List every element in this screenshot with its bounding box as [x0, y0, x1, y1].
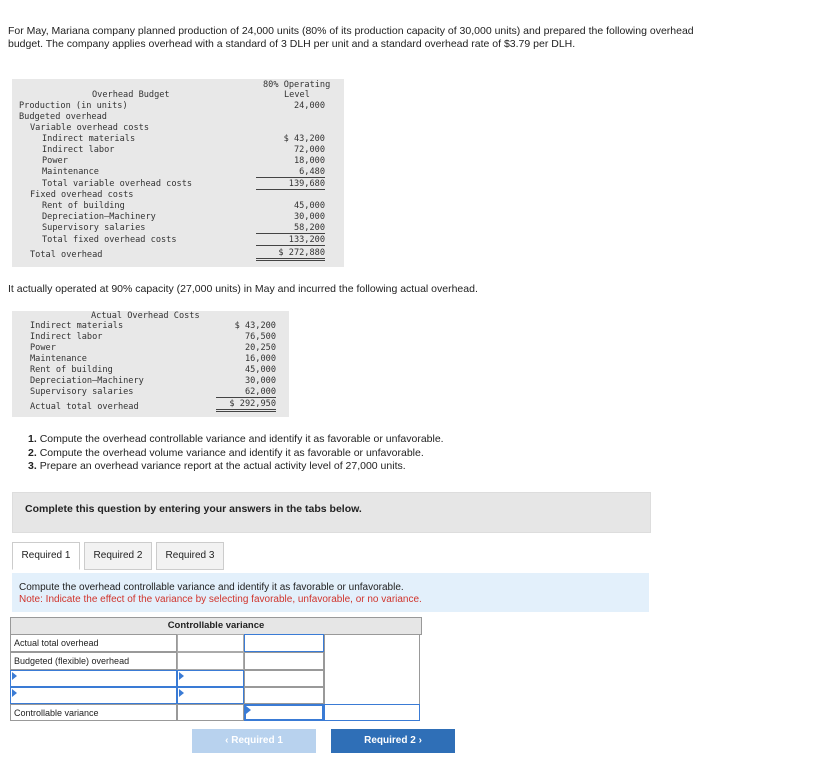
instructions-text: Compute the overhead controllable variance and identify it as favorable or unfavorable. [19, 582, 404, 593]
budget-row-value: 139,680 [256, 179, 325, 190]
actual-overhead-table [12, 311, 289, 417]
instructions-note: Note: Indicate the effect of the variance by selecting favorable, unfavorable, or no variance. [19, 594, 422, 605]
actual-row-value: 45,000 [244, 365, 276, 375]
row-amount-input[interactable] [177, 687, 244, 704]
budget-row-label: Indirect labor [42, 145, 115, 155]
chevron-right-icon: › [418, 735, 422, 746]
budget-row-label: Total fixed overhead costs [42, 235, 177, 245]
dropdown-indicator-icon [179, 689, 184, 697]
row-select-dropdown[interactable] [10, 687, 177, 704]
dropdown-indicator-icon [12, 672, 17, 680]
budget-row-label: Rent of building [42, 201, 125, 211]
requirement-item: 3. Prepare an overhead variance report at the actual activity level of 27,000 units. [28, 460, 406, 472]
budget-row-value: 45,000 [293, 201, 325, 211]
actual-row-value: 62,000 [216, 387, 276, 398]
budget-row-label: Production (in units) [19, 101, 128, 111]
tab-required-2[interactable]: Required 2 [84, 542, 152, 570]
actual-row-label: Maintenance [30, 354, 87, 364]
variance-amount-input[interactable] [244, 634, 324, 652]
prev-button-label: Required 1 [231, 735, 283, 746]
actual-row-value: 76,500 [244, 332, 276, 342]
requirement-item: 2. Compute the overhead volume variance and identify it as favorable or unfavorable. [28, 446, 424, 459]
blank-cell [244, 670, 324, 687]
variance-type-select[interactable] [324, 704, 420, 721]
budget-title: Overhead Budget [92, 90, 170, 100]
table-row-label: Controllable variance [10, 704, 177, 721]
row-amount-input[interactable] [177, 670, 244, 687]
budget-row-label: Total variable overhead costs [42, 179, 193, 189]
row-select-dropdown[interactable] [10, 670, 177, 687]
dropdown-indicator-icon [12, 689, 17, 697]
budget-row-value: $ 43,200 [283, 134, 325, 144]
overhead-budget-table [12, 79, 344, 267]
controllable-variance-table [10, 617, 420, 721]
budget-row-value: 72,000 [293, 145, 325, 155]
complete-banner-text: Complete this question by entering your answers in the tabs below. [25, 503, 362, 515]
budget-row-label: Power [42, 156, 68, 166]
blank-cell [244, 652, 324, 670]
instructions-box [12, 573, 649, 612]
table-header: Controllable variance [10, 617, 422, 635]
actual-row-value: 30,000 [244, 376, 276, 386]
actual-row-label: Actual total overhead [30, 402, 139, 412]
dropdown-indicator-icon [179, 672, 184, 680]
actual-row-label: Power [30, 343, 56, 353]
requirement-item: 1. Compute the overhead controllable variance and identify it as favorable or unfavorable. [28, 433, 444, 445]
complete-banner [12, 492, 651, 533]
dropdown-indicator-icon [246, 706, 251, 714]
budget-row-label: Budgeted overhead [19, 112, 107, 122]
budget-row-label: Fixed overhead costs [30, 190, 134, 200]
actual-row-value: $ 292,950 [216, 399, 276, 412]
budget-row-label: Maintenance [42, 167, 99, 177]
actual-title: Actual Overhead Costs [91, 311, 200, 321]
budget-row-label: Supervisory salaries [42, 223, 146, 233]
budget-row-value: $ 272,880 [256, 248, 325, 261]
budgeted-overhead-input[interactable] [177, 652, 244, 670]
budget-row-value: 58,200 [256, 223, 325, 234]
actual-overhead-input[interactable] [177, 634, 244, 652]
controllable-variance-input[interactable] [244, 704, 324, 721]
actual-row-value: 16,000 [244, 354, 276, 364]
tab-required-3[interactable]: Required 3 [156, 542, 224, 570]
actual-row-label: Supervisory salaries [30, 387, 134, 397]
problem-intro: For May, Mariana company planned production of 24,000 units (80% of its production capacity of 30,000 units) and prepared the following overhead budget. The company applies overhead with a standard of 3 DLH per unit and a standard overhead rate of $3.79 per DLH. [8, 25, 694, 50]
budget-row-value: 6,480 [256, 167, 325, 178]
budget-row-value: 18,000 [293, 156, 325, 166]
prev-required-button[interactable] [192, 729, 316, 753]
actual-intro: It actually operated at 90% capacity (27,000 units) in May and incurred the following actual overhead. [8, 283, 478, 295]
budget-row-label: Depreciation—Machinery [42, 212, 156, 222]
budget-row-value: 24,000 [293, 101, 325, 111]
actual-row-label: Indirect materials [30, 321, 124, 331]
budget-row-label: Indirect materials [42, 134, 136, 144]
blank-cell [177, 704, 244, 721]
budget-row-label: Total overhead [30, 250, 103, 260]
budget-col-header-1: 80% Operating [263, 80, 331, 90]
budget-row-label: Variable overhead costs [30, 123, 149, 133]
actual-row-label: Indirect labor [30, 332, 103, 342]
actual-row-label: Rent of building [30, 365, 113, 375]
blank-cell [244, 687, 324, 704]
budget-row-value: 133,200 [256, 235, 325, 246]
table-row-label: Actual total overhead [10, 634, 177, 652]
table-row-label: Budgeted (flexible) overhead [10, 652, 177, 670]
next-required-button[interactable] [331, 729, 455, 753]
actual-row-value: $ 43,200 [234, 321, 276, 331]
tab-required-1[interactable]: Required 1 [12, 542, 80, 570]
chevron-left-icon: ‹ [225, 735, 229, 746]
actual-row-label: Depreciation—Machinery [30, 376, 144, 386]
actual-row-value: 20,250 [244, 343, 276, 353]
next-button-label: Required 2 [364, 735, 416, 746]
budget-row-value: 30,000 [293, 212, 325, 222]
budget-col-header-2: Level [284, 90, 310, 100]
requirements-list [28, 433, 444, 474]
